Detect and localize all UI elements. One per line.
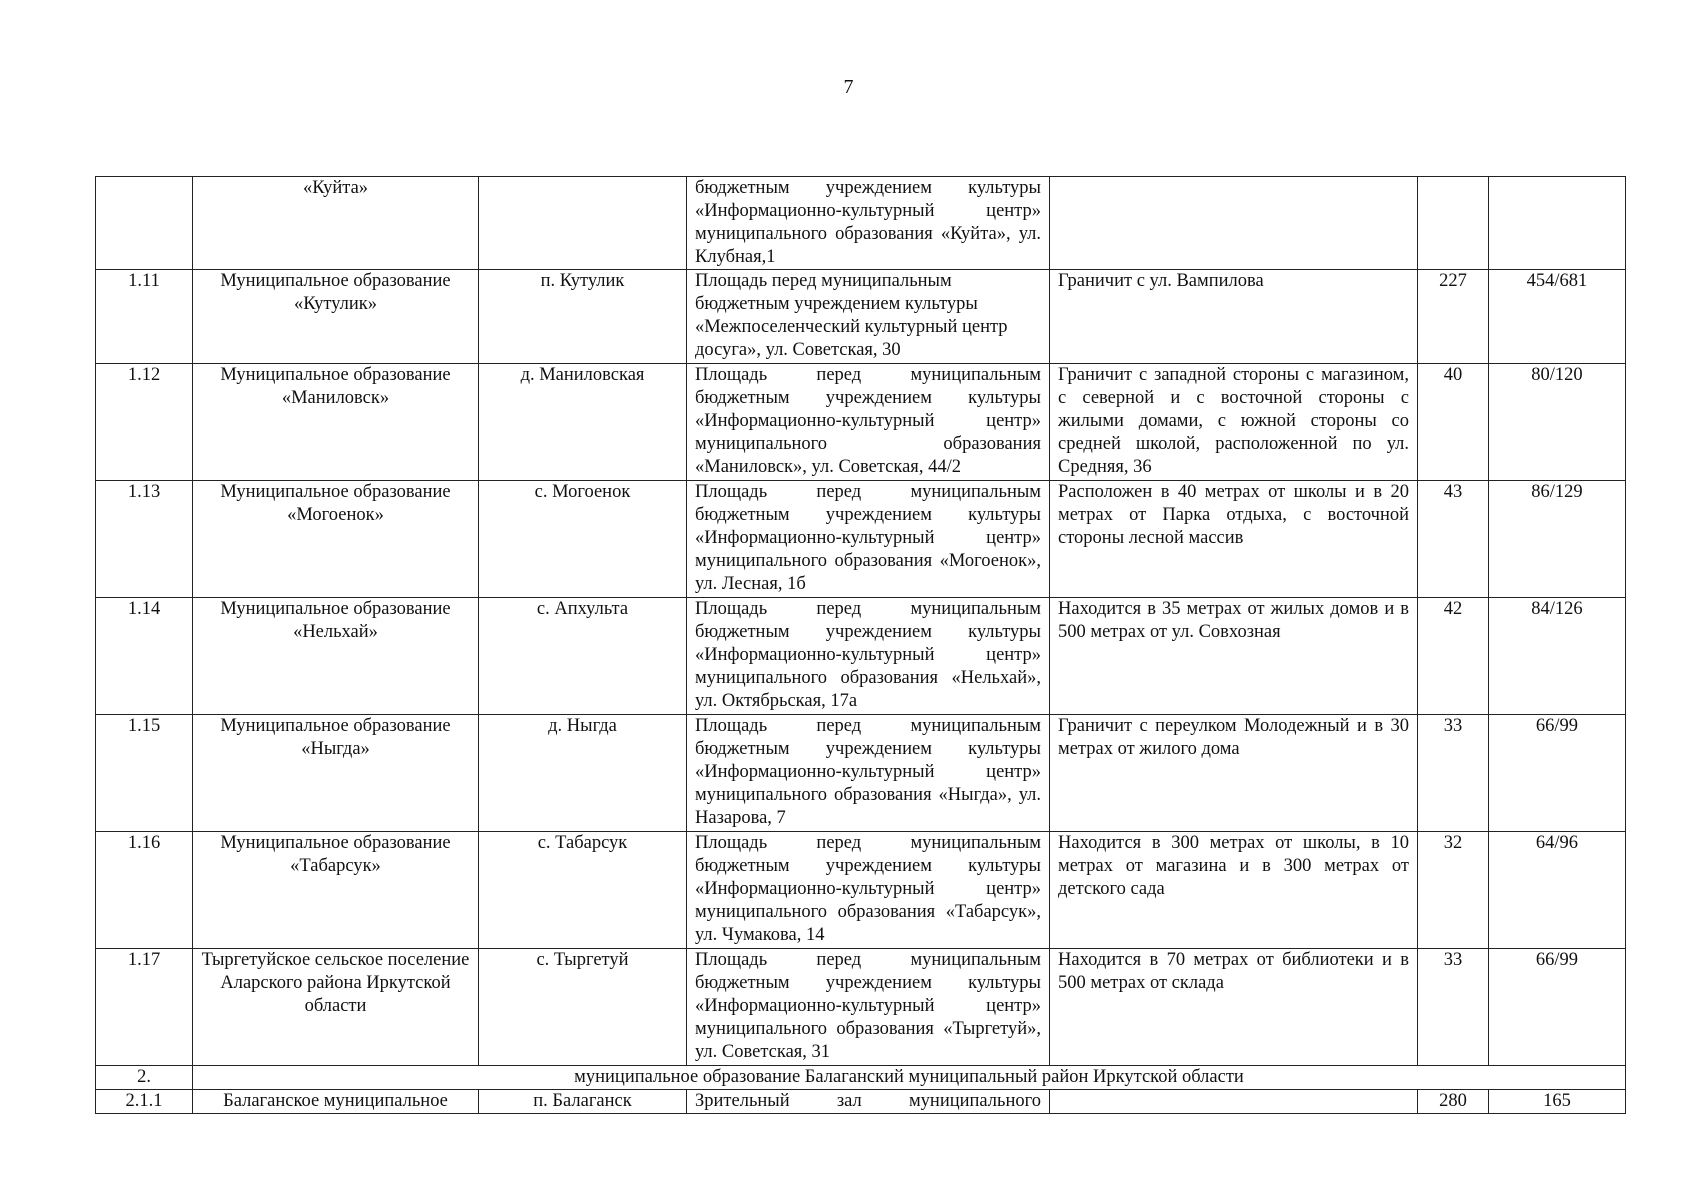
capacity-value: 66/99 — [1489, 715, 1626, 832]
capacity-value: 64/96 — [1489, 832, 1626, 949]
table-row — [96, 364, 1626, 481]
page-number: 7 — [843, 76, 854, 98]
area-value: 280 — [1418, 1090, 1489, 1114]
object-description: Зрительный зал муниципального — [687, 1090, 1050, 1114]
boundaries-description: Граничит с ул. Вампилова — [1050, 270, 1418, 364]
row-number: 1.16 — [96, 832, 193, 949]
object-description: бюджетным учреждением культуры «Информационно-культурный центр» муниципального образования «Куйта», ул. Клубная,1 — [687, 177, 1050, 270]
boundaries-description — [1050, 177, 1418, 270]
boundaries-description: Граничит с западной стороны с магазином, с северной и с восточной стороны с жилыми домами, с южной стороны со средней школой, расположенной по ул. Средняя, 36 — [1050, 364, 1418, 481]
row-number: 1.15 — [96, 715, 193, 832]
table-row — [96, 715, 1626, 832]
object-description: Площадь перед муниципальным бюджетным учреждением культуры «Информационно-культурный центр» муниципального образования «Тыргетуй», ул. Советская, 31 — [687, 949, 1050, 1066]
settlement: с. Апхульта — [479, 598, 687, 715]
capacity-value — [1489, 177, 1626, 270]
boundaries-description: Находится в 35 метрах от жилых домов и в 500 метрах от ул. Совхозная — [1050, 598, 1418, 715]
object-description: Площадь перед муниципальным бюджетным учреждением культуры «Межпоселенческий культурный центр досуга», ул. Советская, 30 — [687, 270, 1050, 364]
area-value: 32 — [1418, 832, 1489, 949]
municipality-name: Муниципальное образование «Нельхай» — [193, 598, 479, 715]
capacity-value: 165 — [1489, 1090, 1626, 1114]
boundaries-description: Расположен в 40 метрах от школы и в 20 метрах от Парка отдыха, с восточной стороны лесной массив — [1050, 481, 1418, 598]
section-title: муниципальное образование Балаганский муниципальный район Иркутской области — [193, 1066, 1626, 1090]
area-value: 227 — [1418, 270, 1489, 364]
municipality-name: «Куйта» — [193, 177, 479, 270]
settlement: с. Тыргетуй — [479, 949, 687, 1066]
municipality-name: Муниципальное образование «Маниловск» — [193, 364, 479, 481]
boundaries-description: Граничит с переулком Молодежный и в 30 метрах от жилого дома — [1050, 715, 1418, 832]
object-description: Площадь перед муниципальным бюджетным учреждением культуры «Информационно-культурный центр» муниципального образования «Могоенок», ул. Лесная, 1б — [687, 481, 1050, 598]
object-description: Площадь перед муниципальным бюджетным учреждением культуры «Информационно-культурный центр» муниципального образования «Нельхай», ул. Октябрьская, 17а — [687, 598, 1050, 715]
municipality-name: Муниципальное образование «Ныгда» — [193, 715, 479, 832]
row-number: 1.12 — [96, 364, 193, 481]
table-row — [96, 481, 1626, 598]
capacity-value: 84/126 — [1489, 598, 1626, 715]
area-value: 40 — [1418, 364, 1489, 481]
municipality-name: Муниципальное образование «Кутулик» — [193, 270, 479, 364]
section-number: 2. — [96, 1066, 193, 1090]
area-value: 42 — [1418, 598, 1489, 715]
settlement — [479, 177, 687, 270]
registry-table — [95, 176, 1626, 1114]
boundaries-description: Находится в 300 метрах от школы, в 10 метрах от магазина и в 300 метрах от детского сада — [1050, 832, 1418, 949]
municipality-name: Тыргетуйское сельское поселение Аларского района Иркутской области — [193, 949, 479, 1066]
area-value — [1418, 177, 1489, 270]
settlement: с. Табарсук — [479, 832, 687, 949]
settlement: п. Кутулик — [479, 270, 687, 364]
settlement: п. Балаганск — [479, 1090, 687, 1114]
table-row — [96, 177, 1626, 270]
row-number: 1.14 — [96, 598, 193, 715]
boundaries-description — [1050, 1090, 1418, 1114]
table-row — [96, 598, 1626, 715]
capacity-value: 80/120 — [1489, 364, 1626, 481]
table-row — [96, 1090, 1626, 1114]
settlement: с. Могоенок — [479, 481, 687, 598]
row-number: 1.13 — [96, 481, 193, 598]
capacity-value: 66/99 — [1489, 949, 1626, 1066]
row-number: 2.1.1 — [96, 1090, 193, 1114]
municipality-name: Муниципальное образование «Могоенок» — [193, 481, 479, 598]
settlement: д. Ныгда — [479, 715, 687, 832]
row-number — [96, 177, 193, 270]
capacity-value: 86/129 — [1489, 481, 1626, 598]
boundaries-description: Находится в 70 метрах от библиотеки и в 500 метрах от склада — [1050, 949, 1418, 1066]
area-value: 33 — [1418, 715, 1489, 832]
settlement: д. Маниловская — [479, 364, 687, 481]
object-description: Площадь перед муниципальным бюджетным учреждением культуры «Информационно-культурный центр» муниципального образования «Маниловск», ул. Советская, 44/2 — [687, 364, 1050, 481]
municipality-name: Муниципальное образование «Табарсук» — [193, 832, 479, 949]
object-description: Площадь перед муниципальным бюджетным учреждением культуры «Информационно-культурный центр» муниципального образования «Табарсук», ул. Чумакова, 14 — [687, 832, 1050, 949]
area-value: 33 — [1418, 949, 1489, 1066]
row-number: 1.17 — [96, 949, 193, 1066]
capacity-value: 454/681 — [1489, 270, 1626, 364]
table-row — [96, 949, 1626, 1066]
section-row — [96, 1066, 1626, 1090]
object-description: Площадь перед муниципальным бюджетным учреждением культуры «Информационно-культурный центр» муниципального образования «Ныгда», ул. Назарова, 7 — [687, 715, 1050, 832]
area-value: 43 — [1418, 481, 1489, 598]
table-row — [96, 270, 1626, 364]
municipality-name: Балаганское муниципальное — [193, 1090, 479, 1114]
table-row — [96, 832, 1626, 949]
row-number: 1.11 — [96, 270, 193, 364]
